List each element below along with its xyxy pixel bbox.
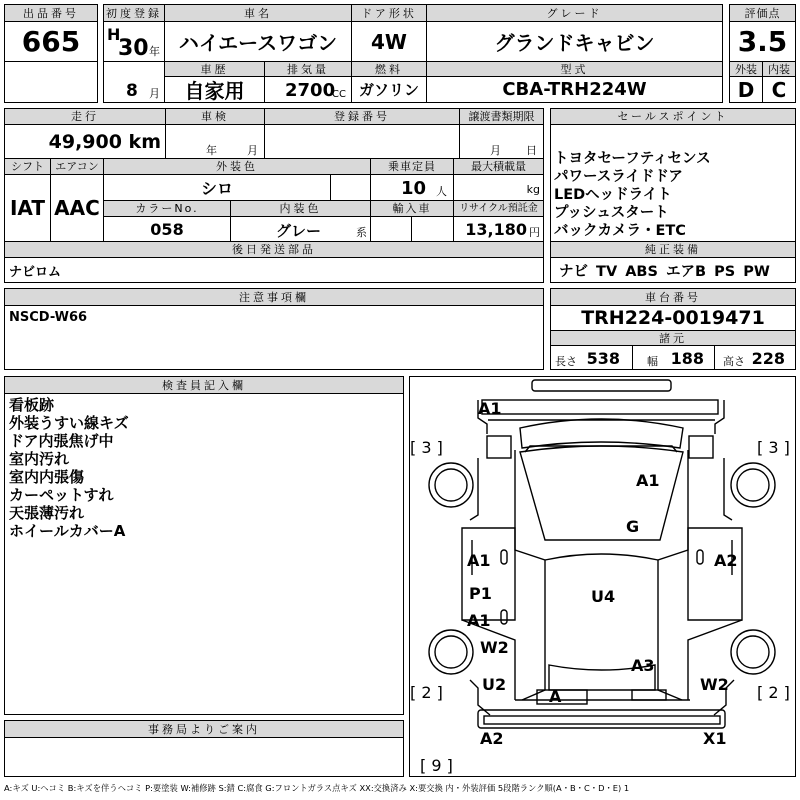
damage-label: P1 bbox=[469, 584, 492, 603]
interior-grade-value: C bbox=[762, 76, 796, 103]
inspection-value: 年 月 bbox=[165, 124, 265, 159]
max-load-header: 最大積載量 bbox=[453, 158, 544, 175]
transfer-deadline-header: 譲渡書類期限 bbox=[459, 108, 544, 125]
color-number-header: カラーNo. bbox=[103, 200, 231, 217]
exterior-grade-value: D bbox=[729, 76, 763, 103]
grade-header: グレード bbox=[426, 4, 723, 22]
equipment-value: ナビ TV ABS エアB PS PW bbox=[550, 257, 796, 283]
inspector-note: 室内汚れ bbox=[9, 450, 70, 468]
legend-text: A:キズ U:ヘコミ B:キズを伴うヘコミ P:要塗装 W:補修跡 S:錆 C:腐食 G:フロントガラス点キズ XX:交換済み X:要交換 内・外装評価 5段階ランク順(A・B・C・D・E) 1 bbox=[4, 783, 630, 793]
mileage-header: 走行 bbox=[4, 108, 166, 125]
lot-number-value: 665 bbox=[4, 21, 98, 62]
front-panel bbox=[482, 400, 718, 414]
specs-header: 諸元 bbox=[550, 330, 796, 346]
inspector-note: ドア内張焦げ中 bbox=[9, 432, 114, 450]
recycle-header: リサイクル預託金 bbox=[453, 200, 544, 217]
rear-left-lamp bbox=[537, 687, 587, 706]
fuel-header: 燃料 bbox=[351, 61, 427, 77]
exterior-color-value: シロ bbox=[103, 174, 331, 201]
notes-value: NSCD-W66 bbox=[4, 305, 544, 370]
interior-color-header: 内装色 bbox=[230, 200, 371, 217]
month-unit: 月 bbox=[149, 87, 160, 100]
damage-label: [ 2 ] bbox=[757, 683, 790, 702]
model-header: 型式 bbox=[426, 61, 723, 77]
registration-number-header: 登録番号 bbox=[264, 108, 460, 125]
sales-point: パワースライドドア bbox=[554, 169, 683, 185]
damage-label: A1 bbox=[467, 611, 491, 630]
interior-color-value: グレー 系 bbox=[230, 216, 371, 242]
sales-point: バックカメラ・ETC bbox=[554, 223, 686, 239]
windshield-outline bbox=[520, 419, 683, 448]
score-header: 評価点 bbox=[729, 4, 796, 22]
chassis-number-header: 車台番号 bbox=[550, 288, 796, 306]
deferred-parts-value: ナビロム bbox=[4, 257, 544, 283]
history-header: 車歴 bbox=[164, 61, 265, 77]
equipment-header: 純正装備 bbox=[550, 241, 796, 258]
damage-label: G bbox=[626, 517, 640, 536]
deferred-parts-header: 後日発送部品 bbox=[4, 241, 544, 258]
month-value: 8 bbox=[126, 81, 138, 101]
inspection-header: 車検 bbox=[165, 108, 265, 125]
length-cell: 長さ 538 bbox=[550, 345, 633, 370]
damage-label: A1 bbox=[478, 399, 502, 418]
inspector-note: カーペットすれ bbox=[9, 486, 114, 504]
notes-header: 注意事項欄 bbox=[4, 288, 544, 306]
door-type-value: 4W bbox=[351, 21, 427, 62]
inspector-note: 天張薄汚れ bbox=[9, 504, 85, 522]
shift-value: IAT bbox=[4, 174, 51, 242]
width-value: 188 bbox=[670, 349, 704, 368]
damage-label: [ 2 ] bbox=[410, 683, 443, 702]
model-value: CBA-TRH224W bbox=[426, 76, 723, 103]
damage-label: A bbox=[549, 687, 562, 706]
transfer-deadline-value: 月 日 bbox=[459, 124, 544, 159]
car-name-header: 車名 bbox=[164, 4, 352, 22]
displacement-header: 排気量 bbox=[264, 61, 352, 77]
rear-bumper-outline bbox=[478, 710, 725, 728]
ac-header: エアコン bbox=[50, 158, 104, 175]
exterior-color-header: 外装色 bbox=[103, 158, 371, 175]
capacity-value: 10 人 bbox=[370, 174, 454, 201]
left-front-fender bbox=[470, 458, 478, 520]
damage-label: U4 bbox=[591, 587, 616, 606]
fuel-value: ガソリン bbox=[351, 76, 427, 103]
era-letter: H bbox=[107, 25, 121, 44]
interior-grade-header: 内装 bbox=[762, 61, 796, 77]
damage-label: [ 3 ] bbox=[757, 438, 790, 457]
sales-points-header: セールスポイント bbox=[550, 108, 796, 125]
history-value: 自家用 bbox=[164, 76, 265, 103]
inspector-notes-header: 検査員記入欄 bbox=[4, 376, 404, 394]
capacity-header: 乗車定員 bbox=[370, 158, 454, 175]
office-notice-header: 事務局よりご案内 bbox=[4, 720, 404, 738]
shift-header: シフト bbox=[4, 158, 51, 175]
damage-label: A3 bbox=[631, 656, 655, 675]
height-value: 228 bbox=[751, 349, 785, 368]
right-side-door bbox=[688, 528, 742, 620]
width-cell: 幅 188 bbox=[632, 345, 715, 370]
sales-point: LEDヘッドライト bbox=[554, 187, 672, 203]
car-name-value: ハイエースワゴン bbox=[164, 21, 352, 62]
grade-value: グランドキャビン bbox=[426, 21, 723, 62]
damage-label: W2 bbox=[480, 638, 509, 657]
damage-label: A2 bbox=[714, 551, 738, 570]
lot-number-header: 出品番号 bbox=[4, 4, 98, 22]
damage-label: W2 bbox=[700, 675, 729, 694]
inspector-note: ホイールカバーA bbox=[9, 522, 126, 540]
inspector-note: 看板跡 bbox=[9, 396, 55, 414]
damage-label: A1 bbox=[467, 551, 491, 570]
chassis-number-value: TRH224-0019471 bbox=[550, 305, 796, 331]
displacement-value: 2700 CC bbox=[264, 76, 352, 103]
sales-point: トヨタセーフティセンス bbox=[554, 151, 711, 167]
front-right-corner bbox=[715, 400, 724, 434]
score-value: 3.5 bbox=[729, 21, 796, 62]
door-type-header: ドア形状 bbox=[351, 4, 427, 22]
ac-value: AAC bbox=[50, 174, 104, 242]
inspector-note: 外装うすい線キズ bbox=[9, 414, 129, 432]
length-value: 538 bbox=[586, 349, 620, 368]
left-side-door bbox=[462, 528, 515, 620]
recycle-value: 13,180 円 bbox=[453, 216, 544, 242]
year-unit: 年 bbox=[149, 45, 160, 58]
damage-label: [ 3 ] bbox=[410, 438, 443, 457]
sales-point: プッシュスタート bbox=[554, 205, 669, 221]
front-bumper-outline bbox=[532, 380, 671, 391]
damage-label: [ 9 ] bbox=[420, 756, 453, 775]
damage-label: X1 bbox=[703, 729, 727, 748]
import-header: 輸入車 bbox=[370, 200, 454, 217]
damage-label: A1 bbox=[636, 471, 660, 490]
roof-panel bbox=[520, 446, 683, 540]
inspector-note: 室内内張傷 bbox=[9, 468, 85, 486]
color-number-value: 058 bbox=[103, 216, 231, 242]
damage-label: U2 bbox=[482, 675, 507, 694]
first-registration-header: 初度登録 bbox=[103, 4, 165, 22]
exterior-grade-header: 外装 bbox=[729, 61, 763, 77]
damage-label: A2 bbox=[480, 729, 504, 748]
year-value: 30 bbox=[118, 36, 149, 61]
max-load-value: kg bbox=[453, 174, 544, 201]
mileage-value: 49,900 km bbox=[4, 124, 166, 159]
height-cell: 高さ 228 bbox=[714, 345, 796, 370]
